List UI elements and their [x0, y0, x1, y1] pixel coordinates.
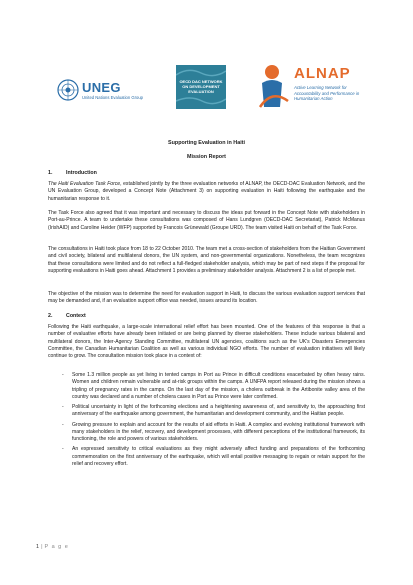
oecd-logo-text: OECD DAC NETWORK ON DEVELOPMENT EVALUATION [179, 79, 223, 94]
section-title: Introduction [66, 170, 97, 176]
section-title: Context [66, 313, 86, 319]
list-item: - Growing pressure to explain and account for the results of aid efforts in Haiti. A complex and evolving institutional framework with many stakeholders in the relief, recovery, and development processes, with different perceptions of the institutional framework, its functioning, the role and powers of various stakeholders. [62, 421, 365, 442]
alnap-subtitle: Active Learning Network for Accountability and Performance in Humanitarian Action [294, 85, 360, 102]
un-emblem-icon [57, 79, 79, 101]
list-item: - Political uncertainty in light of the forthcoming elections and a heightening awareness of, and sensitivity to, the approaching first anniversary of the earthquake among government, the humanitarian and development community, and the Haitian people. [62, 404, 365, 418]
paragraph-1-text: , established jointly by the three evaluation networks of ALNAP, the OECD-DAC Evaluation Network, and the UN Evaluation Group, developed a Concept Note (Attachment 3) on supporting evaluation in Haiti following the earthquake and the humanitarian response to it. [48, 181, 366, 202]
list-item: - Some 1.3 million people as yet living in tented camps in Port au Prince in difficult conditions exacerbated by often heavy rains. Women and children remain vulnerable and at-risk groups within the camps. A UNFPA report released during the mission shows a tripling of pregnancy rates in the camps. On the last day of the mission, a cholera outbreak in the Artibonite valley area of the country was declared and a number of cholera cases in Port au Prince were later confirmed. [62, 372, 365, 400]
task-force-name: The Haiti Evaluation Task Force [48, 181, 121, 187]
section-number: 1. [48, 170, 53, 176]
section-heading-introduction [48, 170, 97, 176]
paragraph-5: Following the Haiti earthquake, a large-scale international relief effort has been mounted. One of the features of this response is that a number of evaluative efforts have already been initiated or are being planned by diverse stakeholders. These include various bilateral and multilateral donors, the Inter-Agency Standing Committee, multilateral UN agencies, coalitions such as the UK's Disasters Emergencies Committee, the Canadian Humanitarian Coalition as well as various individual NGO efforts. The number of evaluation initiatives will likely continue to grow. The consultation mission took place in a context of: [48, 324, 365, 359]
context-bullet-list [62, 372, 365, 470]
page-footer [36, 544, 69, 550]
uneg-name: UNEG [82, 80, 121, 95]
paragraph-1 [48, 181, 365, 203]
paragraph-2: The Task Force also agreed that it was important and necessary to discuss the ideas put forward in the Concept Note with stakeholders in Port-au-Prince. A team to undertake these consultations was composed of Hans Lundgren (OECD-DAC Secretariat), Patrick McManus (IrishAID) and Caroline Heider (WFP) supported by Francois Grünewald (Groupe URD). The team visited Haiti on behalf of the Task Force. [48, 210, 365, 231]
page-label: P a g e [44, 544, 69, 550]
oecd-dac-logo [176, 65, 226, 109]
uneg-subtitle: United Nations Evaluation Group [82, 95, 143, 100]
alnap-logo [258, 63, 368, 115]
header-logos [0, 55, 413, 115]
uneg-logo [57, 77, 157, 109]
alnap-name: ALNAP [294, 65, 351, 82]
section-heading-context [48, 313, 86, 319]
list-item: - An expressed sensitivity to critical evaluations as they might adversely affect funding and preparations of the forthcoming commemoration on the first anniversary of the earthquake, which will entail positive messaging to regain or retain support for the relief and recovery effort. [62, 446, 365, 467]
footer-separator: | [41, 544, 43, 550]
alnap-mark-icon [258, 63, 290, 109]
paragraph-3: The consultations in Haiti took place from 18 to 22 October 2010. The team met a cross-section of stakeholders from the Haitian Government and civil society, bilateral and multilateral donors, the UN system, and non-governmental organizations. Nonetheless, the team recognizes that these consultations were limited and do not reflect a full-fledged stakeholder analysis, which may be part of next steps if the proposal for supporting evaluations in Haiti goes ahead. Attachment 1 provides a preliminary stakeholder analysis. Attachment 2 is a list of people met. [48, 246, 365, 274]
section-number: 2. [48, 313, 53, 319]
page-number: 1 [36, 544, 40, 550]
paragraph-4: The objective of the mission was to determine the need for evaluation support in Haiti, to discuss the various evaluation support services that may be demanded and, if an evaluation support office was needed, issues around its location. [48, 291, 365, 305]
document-subtitle: Mission Report [187, 154, 226, 160]
document-title: Supporting Evaluation in Haiti [168, 140, 245, 146]
